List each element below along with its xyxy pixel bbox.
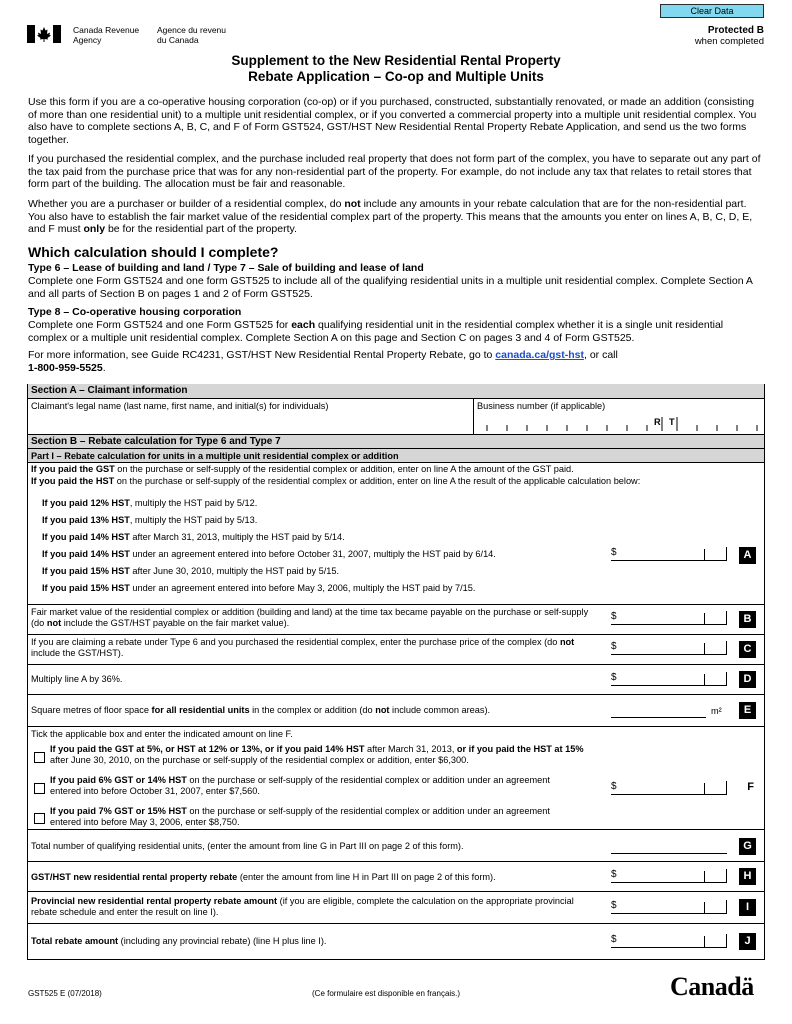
intro-paragraph-2: If you purchased the residential complex, and the purchase included real property that does not form part of the complex, you have to separate out any part of the tax paid from the purchase price that was for any non-residential part of the property. For example, do not include any tax that relates to retail stores that form part of the building. The allocation must be fair and reasonable. [28,153,761,190]
hst-calc-14-2013: If you paid 14% HST after March 31, 2013, multiply the HST paid by 5/14. [42,532,345,542]
bn-rt-t: T [669,417,675,427]
line-h-row [28,861,764,891]
line-d-input[interactable]: $ [611,670,727,686]
line-d-marker: D [739,671,756,688]
canada-flag-icon [27,25,61,43]
line-j-row [28,923,764,960]
line-g-input[interactable] [611,838,727,854]
m2-unit: m² [711,706,722,716]
option-6300-checkbox[interactable] [34,752,45,763]
line-h-label: GST/HST new residential rental property rebate (enter the amount from line H in Part III on page 2 of this form). [31,872,496,882]
bn-digit-ticks [477,417,762,431]
more-info-text: For more information, see Guide RC4231, GST/HST New Residential Rental Property Rebate, go to canada.ca/gst-hst, or call 1-800-959-5525. [28,349,618,374]
part-1-header: Part I – Rebate calculation for units in a multiple unit residential complex or addition [28,448,764,462]
line-d-label: Multiply line A by 36%. [31,674,123,684]
line-c-label: If you are claiming a rebate under Type 6 and you purchased the residential complex, enter the purchase price of the complex (do not include the GST/HST). [31,637,575,658]
tick-instruction: Tick the applicable box and enter the indicated amount on line F. [31,729,293,739]
line-b-marker: B [739,611,756,628]
claimant-row [28,398,764,434]
bn-rt-r: R [654,417,661,427]
hst-calc-15-2006: If you paid 15% HST under an agreement entered into before May 3, 2006, multiply the HST paid by 7/15. [42,583,476,593]
line-i-input[interactable]: $ [611,898,727,914]
type67-heading: Type 6 – Lease of building and land / Type 7 – Sale of building and lease of land [28,262,424,274]
french-availability: (Ce formulaire est disponible en français.) [312,989,461,998]
line-g-marker: G [739,838,756,855]
line-i-label: Provincial new residential rental property rebate amount (if you are eligible, complete the calculation on the appropriate provincial rebate schedule and enter the result on line I). [31,896,574,917]
hst-instruction: If you paid the HST on the purchase or self-supply of the residential complex or addition, enter on line A the result of the applicable calculation below: [31,476,641,486]
line-b-label: Fair market value of the residential complex or addition (building and land) at the time tax became payable on the purchase or self-supply (do not include the GST/HST payable on the fair market value). [31,607,589,628]
hst-calc-15-2010: If you paid 15% HST after June 30, 2010, multiply the HST paid by 5/15. [42,566,340,576]
line-f-row [28,726,764,829]
line-a-row [28,462,764,604]
line-c-input[interactable]: $ [611,639,727,655]
line-i-marker: I [739,899,756,916]
line-i-row [28,891,764,923]
line-a-input[interactable]: $ [611,545,727,561]
line-c-row [28,634,764,664]
line-b-row [28,604,764,634]
type67-body: Complete one Form GST524 and one form GST525 to include all of the qualifying residential units in a multiple unit residential complex. Complete Section A and all parts of Section B on pages 1 and 2 of Form GST525. [28,275,753,300]
dept-name-french: Agence du revenu du Canada [157,25,226,45]
line-c-marker: C [739,641,756,658]
type8-body: Complete one Form GST524 and one Form GST525 for each qualifying residential unit in the residential complex whether it is a single unit residential complex or a multiple unit residential complex. Complete Section A on this page and Section C on pages 3 and 4 of Form GST525. [28,319,724,344]
intro-paragraph-3: Whether you are a purchaser or builder of a residential complex, do not include any amounts in your rebate calculation that are for the non-residential part. You also have to establish the fair market value of the residential complex part of the property. This means that the amounts you enter on lines A, B, C, D, E, and F must only be for the residential part of the property. [28,198,753,235]
hst-calc-12: If you paid 12% HST, multiply the HST paid by 5/12. [42,498,258,508]
form-code: GST525 E (07/2018) [28,989,102,998]
canada-wordmark: Canadä [670,972,754,1001]
which-calculation-heading: Which calculation should I complete? [28,244,279,260]
rebate-form [27,384,765,960]
line-e-row [28,694,764,726]
line-e-marker: E [739,702,756,719]
hst-calc-14-2007: If you paid 14% HST under an agreement entered into before October 31, 2007, multiply the HST paid by 6/14. [42,549,496,559]
line-b-input[interactable]: $ [611,609,727,625]
protected-b-label: Protected B when completed [694,25,764,47]
section-a-header: Section A – Claimant information [28,384,764,398]
line-e-label: Square metres of floor space for all residential units in the complex or addition (do not include common areas). [31,705,491,715]
line-j-input[interactable]: $ [611,932,727,948]
gst-hst-link[interactable]: canada.ca/gst-hst [495,349,584,361]
line-f-input[interactable]: $ [611,779,727,795]
line-a-marker: A [739,547,756,564]
claimant-name-field[interactable]: Claimant's legal name (last name, first name, and initial(s) for individuals) [31,401,329,411]
option-7560-label: If you paid 6% GST or 14% HST on the purchase or self-supply of the residential complex or addition under an agreement entered into before October 31, 2007, enter $7,560. [50,775,550,796]
hst-calc-13: If you paid 13% HST, multiply the HST paid by 5/13. [42,515,258,525]
line-d-row [28,664,764,694]
line-e-input[interactable] [611,702,706,718]
line-h-input[interactable]: $ [611,867,727,883]
line-j-label: Total rebate amount (including any provincial rebate) (line H plus line I). [31,936,327,946]
option-7560-checkbox[interactable] [34,783,45,794]
dept-name-english: Canada Revenue Agency [73,25,140,45]
clear-data-button[interactable]: Clear Data [660,4,764,18]
intro-paragraph-1: Use this form if you are a co-operative housing corporation (co-op) or if you purchased, constructed, substantially renovated, or made an addition (consisting of more than one residential unit) to a multiple unit residential complex, or if you converted a commercial property into a multiple unit residential complex. You also have to complete sections A, B, C, and F of Form GST524, GST/HST New Residential Rental Property Rebate Application, and send us the two forms together. [28,96,757,146]
section-b-header: Section B – Rebate calculation for Type 6 and Type 7 [28,434,764,448]
line-f-marker: F [747,781,754,793]
line-g-row [28,829,764,861]
option-8750-checkbox[interactable] [34,813,45,824]
form-title: Supplement to the New Residential Rental Property Rebate Application – Co-op and Multiple Units [231,53,561,84]
gst-instruction: If you paid the GST on the purchase or self-supply of the residential complex or addition, enter on line A the amount of the GST paid. [31,464,574,474]
line-g-label: Total number of qualifying residential units, (enter the amount from line G in Part III on page 2 of this form). [31,841,464,851]
line-h-marker: H [739,868,756,885]
option-6300-label: If you paid the GST at 5%, or HST at 12% or 13%, or if you paid 14% HST after March 31, 2013, or if you paid the HST at 15% after June 30, 2010, on the purchase or self-supply of the residential complex or addition, enter $6,300. [50,744,584,765]
option-8750-label: If you paid 7% GST or 15% HST on the purchase or self-supply of the residential complex or addition under an agreement entered into before May 3, 2006, enter $8,750. [50,806,550,827]
type8-heading: Type 8 – Co-operative housing corporation [28,306,242,318]
line-j-marker: J [739,933,756,950]
business-number-field[interactable]: Business number (if applicable) R T [477,401,762,433]
